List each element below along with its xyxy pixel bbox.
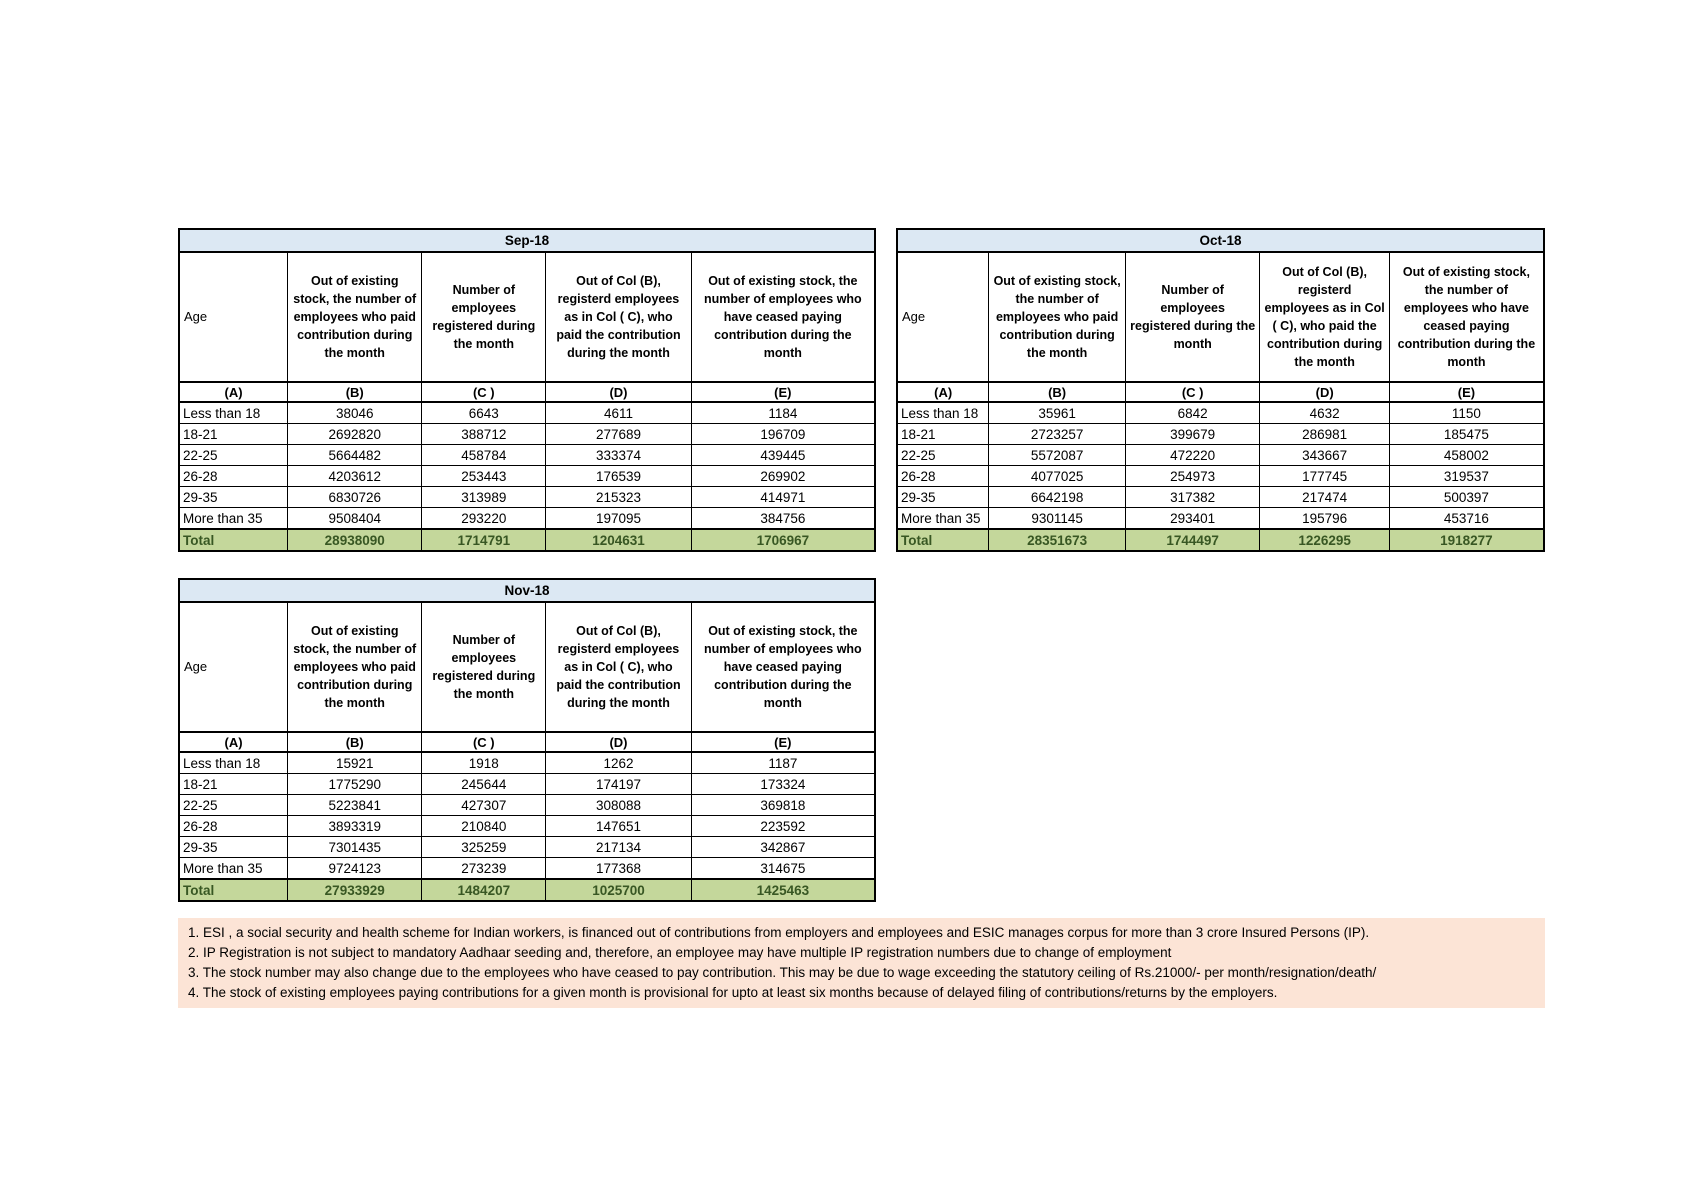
column-letter: (C ) bbox=[422, 732, 546, 752]
column-letter: (D) bbox=[1260, 382, 1389, 402]
column-letter: (E) bbox=[691, 732, 875, 752]
value-cell: 293220 bbox=[422, 508, 546, 530]
footnotes-block bbox=[178, 918, 1545, 1008]
table-nov-18 bbox=[178, 578, 876, 902]
total-row bbox=[179, 529, 875, 551]
value-cell: 343667 bbox=[1260, 445, 1389, 466]
total-value-cell: 1714791 bbox=[422, 529, 546, 551]
total-value-cell: 1025700 bbox=[546, 879, 691, 901]
total-value-cell: 28938090 bbox=[288, 529, 422, 551]
value-cell: 286981 bbox=[1260, 424, 1389, 445]
value-cell: 472220 bbox=[1125, 445, 1260, 466]
value-cell: 9724123 bbox=[288, 858, 422, 880]
total-value-cell: 1918277 bbox=[1389, 529, 1544, 551]
value-cell: 439445 bbox=[691, 445, 875, 466]
table-title: Sep-18 bbox=[179, 229, 875, 252]
age-label-cell: 26-28 bbox=[179, 816, 288, 837]
table-row bbox=[179, 774, 875, 795]
table-title: Oct-18 bbox=[897, 229, 1544, 252]
table-row bbox=[179, 816, 875, 837]
value-cell: 176539 bbox=[546, 466, 691, 487]
age-label-cell: More than 35 bbox=[897, 508, 989, 530]
table-row bbox=[179, 402, 875, 424]
value-cell: 6830726 bbox=[288, 487, 422, 508]
table-sep-18 bbox=[178, 228, 876, 552]
value-cell: 210840 bbox=[422, 816, 546, 837]
column-header: Out of Col (B), registerd employees as in Col ( C), who paid the contribution during the month bbox=[546, 602, 691, 732]
value-cell: 317382 bbox=[1125, 487, 1260, 508]
column-letter: (E) bbox=[691, 382, 875, 402]
age-label-cell: 22-25 bbox=[179, 795, 288, 816]
column-header: Out of existing stock, the number of employees who paid contribution during the month bbox=[989, 252, 1126, 382]
value-cell: 277689 bbox=[546, 424, 691, 445]
value-cell: 4077025 bbox=[989, 466, 1126, 487]
total-row bbox=[179, 879, 875, 901]
table-row bbox=[897, 424, 1544, 445]
table-title-row bbox=[179, 579, 875, 602]
footnote-line: 1. ESI , a social security and health scheme for Indian workers, is financed out of contributions from employers and employees and ESIC manages corpus for more than 3 crore Insured Persons (IP). bbox=[188, 925, 1370, 940]
age-label-cell: 26-28 bbox=[897, 466, 989, 487]
value-cell: 1184 bbox=[691, 402, 875, 424]
table-row bbox=[897, 508, 1544, 530]
value-cell: 2723257 bbox=[989, 424, 1126, 445]
value-cell: 414971 bbox=[691, 487, 875, 508]
value-cell: 4632 bbox=[1260, 402, 1389, 424]
total-value-cell: 1226295 bbox=[1260, 529, 1389, 551]
age-label-cell: 29-35 bbox=[179, 837, 288, 858]
table-row bbox=[179, 445, 875, 466]
age-label-cell: 29-35 bbox=[897, 487, 989, 508]
age-label-cell: Less than 18 bbox=[179, 752, 288, 774]
column-letter-row bbox=[179, 732, 875, 752]
age-label-cell: More than 35 bbox=[179, 858, 288, 880]
table-row bbox=[179, 508, 875, 530]
age-label-cell: More than 35 bbox=[179, 508, 288, 530]
column-header-row bbox=[179, 602, 875, 732]
column-letter: (A) bbox=[179, 732, 288, 752]
column-letter: (C ) bbox=[422, 382, 546, 402]
total-value-cell: 27933929 bbox=[288, 879, 422, 901]
column-letter: (D) bbox=[546, 382, 691, 402]
footnote-line: 4. The stock of existing employees paying contributions for a given month is provisional for upto at least six months because of delayed filing of contributions/returns by the employers. bbox=[188, 985, 1278, 1000]
age-label-cell: Less than 18 bbox=[897, 402, 989, 424]
value-cell: 333374 bbox=[546, 445, 691, 466]
value-cell: 197095 bbox=[546, 508, 691, 530]
column-letter: (A) bbox=[897, 382, 989, 402]
column-header: Out of existing stock, the number of employees who have ceased paying contribution during the month bbox=[691, 602, 875, 732]
value-cell: 254973 bbox=[1125, 466, 1260, 487]
value-cell: 399679 bbox=[1125, 424, 1260, 445]
table-row bbox=[179, 466, 875, 487]
table-row bbox=[897, 487, 1544, 508]
value-cell: 313989 bbox=[422, 487, 546, 508]
value-cell: 215323 bbox=[546, 487, 691, 508]
value-cell: 217474 bbox=[1260, 487, 1389, 508]
value-cell: 217134 bbox=[546, 837, 691, 858]
value-cell: 15921 bbox=[288, 752, 422, 774]
value-cell: 427307 bbox=[422, 795, 546, 816]
table-row bbox=[179, 424, 875, 445]
total-row bbox=[897, 529, 1544, 551]
value-cell: 35961 bbox=[989, 402, 1126, 424]
value-cell: 1262 bbox=[546, 752, 691, 774]
age-label-cell: Less than 18 bbox=[179, 402, 288, 424]
value-cell: 384756 bbox=[691, 508, 875, 530]
age-label-cell: 29-35 bbox=[179, 487, 288, 508]
value-cell: 1918 bbox=[422, 752, 546, 774]
month-table bbox=[178, 578, 876, 902]
table-title: Nov-18 bbox=[179, 579, 875, 602]
value-cell: 500397 bbox=[1389, 487, 1544, 508]
value-cell: 342867 bbox=[691, 837, 875, 858]
column-header-row bbox=[897, 252, 1544, 382]
total-label-cell: Total bbox=[897, 529, 989, 551]
value-cell: 5664482 bbox=[288, 445, 422, 466]
value-cell: 388712 bbox=[422, 424, 546, 445]
age-label-cell: 26-28 bbox=[179, 466, 288, 487]
column-header-row bbox=[179, 252, 875, 382]
column-letter-row bbox=[897, 382, 1544, 402]
column-header: Age bbox=[179, 252, 288, 382]
column-letter: (C ) bbox=[1125, 382, 1260, 402]
column-letter: (B) bbox=[288, 382, 422, 402]
value-cell: 174197 bbox=[546, 774, 691, 795]
value-cell: 325259 bbox=[422, 837, 546, 858]
value-cell: 6842 bbox=[1125, 402, 1260, 424]
value-cell: 223592 bbox=[691, 816, 875, 837]
column-header: Out of existing stock, the number of employees who have ceased paying contribution during the month bbox=[1389, 252, 1544, 382]
table-oct-18 bbox=[896, 228, 1545, 552]
column-letter: (D) bbox=[546, 732, 691, 752]
value-cell: 38046 bbox=[288, 402, 422, 424]
total-value-cell: 1706967 bbox=[691, 529, 875, 551]
column-header: Out of Col (B), registerd employees as in Col ( C), who paid the contribution during the month bbox=[1260, 252, 1389, 382]
total-label-cell: Total bbox=[179, 879, 288, 901]
value-cell: 314675 bbox=[691, 858, 875, 880]
column-header: Out of Col (B), registerd employees as in Col ( C), who paid the contribution during the month bbox=[546, 252, 691, 382]
value-cell: 1775290 bbox=[288, 774, 422, 795]
table-row bbox=[897, 445, 1544, 466]
column-letter: (B) bbox=[288, 732, 422, 752]
age-label-cell: 22-25 bbox=[179, 445, 288, 466]
value-cell: 5223841 bbox=[288, 795, 422, 816]
table-row bbox=[897, 466, 1544, 487]
table-row bbox=[179, 837, 875, 858]
total-value-cell: 1484207 bbox=[422, 879, 546, 901]
value-cell: 185475 bbox=[1389, 424, 1544, 445]
value-cell: 319537 bbox=[1389, 466, 1544, 487]
footnote-line: 2. IP Registration is not subject to mandatory Aadhaar seeding and, therefore, an employee may have multiple IP registration numbers due to change of employment bbox=[188, 945, 1172, 960]
table-row bbox=[179, 858, 875, 880]
value-cell: 4611 bbox=[546, 402, 691, 424]
total-value-cell: 28351673 bbox=[989, 529, 1126, 551]
table-row bbox=[179, 752, 875, 774]
value-cell: 458002 bbox=[1389, 445, 1544, 466]
month-table bbox=[178, 228, 876, 552]
column-letter: (B) bbox=[989, 382, 1126, 402]
value-cell: 6642198 bbox=[989, 487, 1126, 508]
value-cell: 147651 bbox=[546, 816, 691, 837]
column-header: Age bbox=[179, 602, 288, 732]
age-label-cell: 18-21 bbox=[179, 424, 288, 445]
value-cell: 173324 bbox=[691, 774, 875, 795]
total-label-cell: Total bbox=[179, 529, 288, 551]
value-cell: 5572087 bbox=[989, 445, 1126, 466]
value-cell: 269902 bbox=[691, 466, 875, 487]
column-header: Number of employees registered during the month bbox=[1125, 252, 1260, 382]
table-title-row bbox=[897, 229, 1544, 252]
total-value-cell: 1744497 bbox=[1125, 529, 1260, 551]
column-letter: (E) bbox=[1389, 382, 1544, 402]
column-header: Out of existing stock, the number of employees who paid contribution during the month bbox=[288, 252, 422, 382]
total-value-cell: 1425463 bbox=[691, 879, 875, 901]
value-cell: 369818 bbox=[691, 795, 875, 816]
table-row bbox=[897, 402, 1544, 424]
value-cell: 177745 bbox=[1260, 466, 1389, 487]
age-label-cell: 22-25 bbox=[897, 445, 989, 466]
column-header: Age bbox=[897, 252, 989, 382]
value-cell: 273239 bbox=[422, 858, 546, 880]
age-label-cell: 18-21 bbox=[897, 424, 989, 445]
table-title-row bbox=[179, 229, 875, 252]
column-header: Out of existing stock, the number of employees who paid contribution during the month bbox=[288, 602, 422, 732]
age-label-cell: 18-21 bbox=[179, 774, 288, 795]
month-table bbox=[896, 228, 1545, 552]
footnote-line: 3. The stock number may also change due to the employees who have ceased to pay contribution. This may be due to wage exceeding the statutory ceiling of Rs.21000/- per month/resignation/death/ bbox=[188, 965, 1377, 980]
value-cell: 177368 bbox=[546, 858, 691, 880]
value-cell: 7301435 bbox=[288, 837, 422, 858]
value-cell: 9301145 bbox=[989, 508, 1126, 530]
value-cell: 195796 bbox=[1260, 508, 1389, 530]
value-cell: 3893319 bbox=[288, 816, 422, 837]
value-cell: 4203612 bbox=[288, 466, 422, 487]
value-cell: 253443 bbox=[422, 466, 546, 487]
column-letter: (A) bbox=[179, 382, 288, 402]
value-cell: 308088 bbox=[546, 795, 691, 816]
value-cell: 245644 bbox=[422, 774, 546, 795]
column-header: Number of employees registered during the month bbox=[422, 252, 546, 382]
column-header: Out of existing stock, the number of employees who have ceased paying contribution during the month bbox=[691, 252, 875, 382]
total-value-cell: 1204631 bbox=[546, 529, 691, 551]
table-row bbox=[179, 487, 875, 508]
value-cell: 9508404 bbox=[288, 508, 422, 530]
value-cell: 453716 bbox=[1389, 508, 1544, 530]
value-cell: 458784 bbox=[422, 445, 546, 466]
value-cell: 293401 bbox=[1125, 508, 1260, 530]
value-cell: 1187 bbox=[691, 752, 875, 774]
value-cell: 2692820 bbox=[288, 424, 422, 445]
table-row bbox=[179, 795, 875, 816]
value-cell: 6643 bbox=[422, 402, 546, 424]
value-cell: 196709 bbox=[691, 424, 875, 445]
value-cell: 1150 bbox=[1389, 402, 1544, 424]
column-header: Number of employees registered during the month bbox=[422, 602, 546, 732]
column-letter-row bbox=[179, 382, 875, 402]
